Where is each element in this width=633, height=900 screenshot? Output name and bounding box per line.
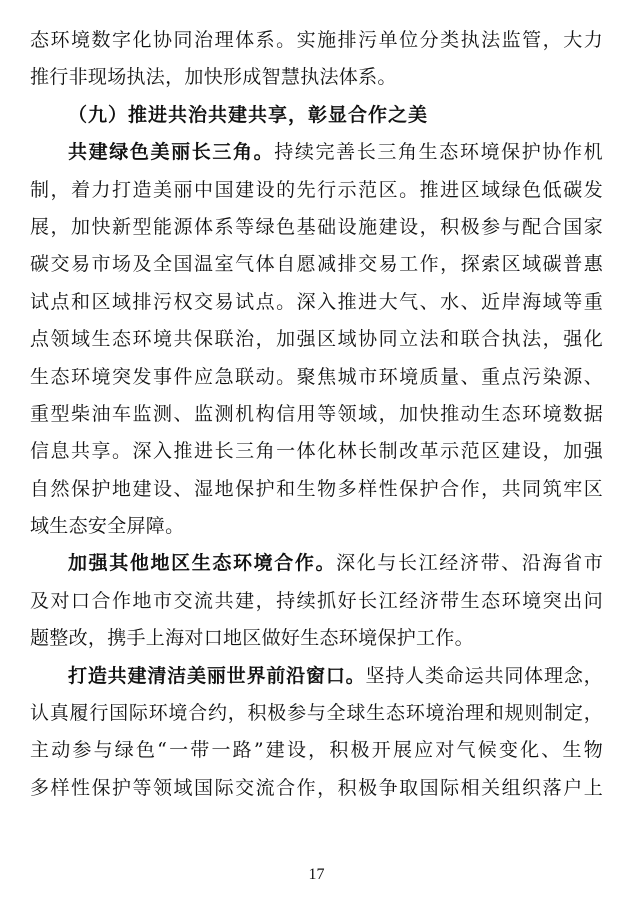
paragraph-3-first-line [30, 658, 603, 695]
paragraph-1-line: 展，加快新型能源体系等绿色基础设施建设，积极参与配合国家 [30, 215, 603, 238]
paragraph-1-line: 重型柴油车监测、监测机构信用等领域，加快推动生态环境数据 [30, 402, 603, 425]
paragraph-3-line: 主动参与绿色“一带一路”建设，积极开展应对气候变化、生物 [30, 739, 603, 762]
paragraph-3-line: 认真履行国际环境合约，积极参与全球生态环境治理和规则制定， [30, 702, 603, 725]
paragraph-1-line: 生态环境突发事件应急联动。聚焦城市环境质量、重点污染源、 [30, 365, 603, 388]
paragraph-3-first-line-text: 坚持人类命运共同体理念， [365, 664, 603, 687]
paragraph-2-first-line [30, 545, 603, 582]
paragraph-1-title: 共建绿色美丽长三角。 [68, 141, 275, 164]
document-page [30, 22, 603, 807]
paragraph-1-line: 信息共享。深入推进长三角一体化林长制改革示范区建设，加强 [30, 440, 603, 463]
paragraph-3-line: 多样性保护等领域国际交流合作，积极争取国际相关组织落户上 [30, 776, 603, 799]
intro-line-2: 推行非现场执法，加快形成智慧执法体系。 [30, 66, 397, 89]
paragraph-2-line: 及对口合作地市交流共建，持续抓好长江经济带生态环境突出问 [30, 589, 603, 612]
paragraph-1-line: 试点和区域排污权交易试点。深入推进大气、水、近岸海域等重 [30, 290, 603, 313]
paragraph-2-first-line-text: 深化与长江经济带、沿海省市 [336, 552, 603, 575]
paragraph-1-line: 制，着力打造美丽中国建设的先行示范区。推进区域绿色低碳发 [30, 178, 603, 201]
paragraph-1-first-line-text: 持续完善长三角生态环境保护协作机 [274, 141, 603, 164]
paragraph-2-last-line: 题整改，携手上海对口地区做好生态环境保护工作。 [30, 627, 474, 650]
paragraph-1-line: 点领域生态环境共保联治，加强区域协同立法和联合执法，强化 [30, 328, 603, 351]
section-heading: （九）推进共治共建共享，彰显合作之美 [68, 103, 429, 126]
paragraph-1-last-line: 域生态安全屏障。 [30, 515, 185, 538]
paragraph-2-title: 加强其他地区生态环境合作。 [68, 552, 337, 575]
paragraph-1-first-line [30, 134, 603, 171]
paragraph-1-line: 碳交易市场及全国温室气体自愿减排交易工作，探索区域碳普惠 [30, 253, 603, 276]
paragraph-1-line: 自然保护地建设、湿地保护和生物多样性保护合作，共同筑牢区 [30, 477, 603, 500]
intro-line-1: 态环境数字化协同治理体系。实施排污单位分类执法监管，大力 [30, 29, 603, 51]
page-number: 17 [308, 866, 325, 883]
paragraph-3-title: 打造共建清洁美丽世界前沿窗口。 [68, 664, 366, 687]
